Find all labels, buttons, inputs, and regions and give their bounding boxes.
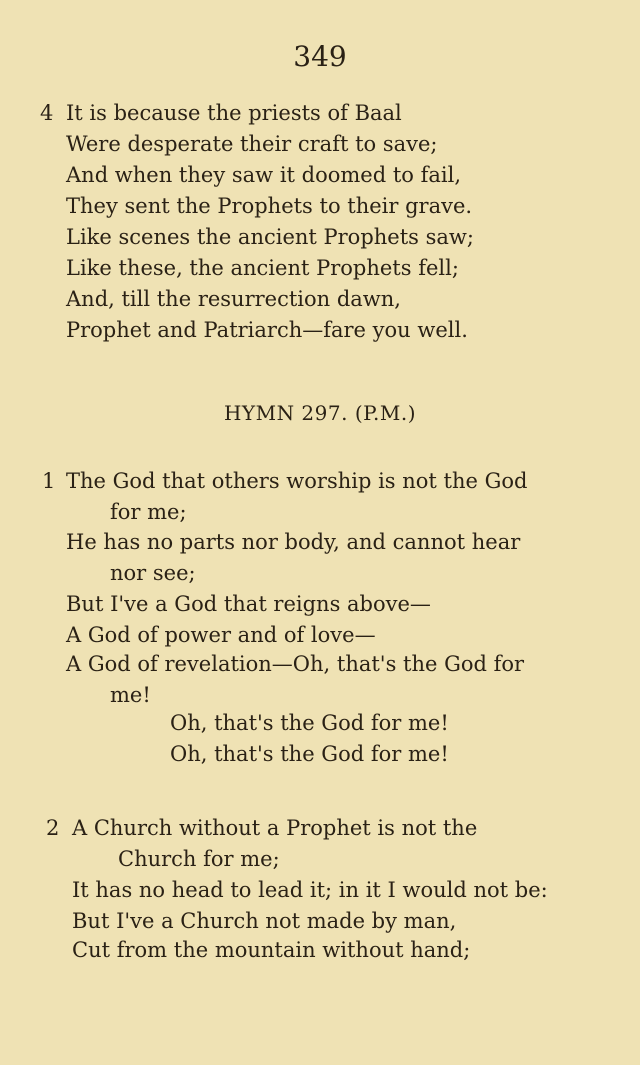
verse-line: The God that others worship is not the God bbox=[66, 469, 528, 493]
verse-line: But I've a Church not made by man, bbox=[72, 909, 457, 933]
verse-line: A God of revelation—Oh, that's the God for bbox=[66, 652, 525, 676]
verse-line: Church for me; bbox=[118, 847, 280, 871]
verse-number: 4 bbox=[40, 101, 54, 125]
verse-number: 2 bbox=[46, 816, 60, 840]
verse-line: It is because the priests of Baal bbox=[66, 101, 402, 125]
verse-line: me! bbox=[110, 683, 151, 707]
verse-line: It has no head to lead it; in it I would not be: bbox=[72, 878, 548, 902]
verse-line: Like these, the ancient Prophets fell; bbox=[66, 256, 459, 280]
verse-line: He has no parts nor body, and cannot hear bbox=[66, 530, 521, 554]
page-number: 349 bbox=[293, 40, 347, 73]
verse-line: Like scenes the ancient Prophets saw; bbox=[66, 225, 474, 249]
hymn-title: HYMN 297. (P.M.) bbox=[223, 401, 417, 425]
verse-line: And, till the resurrection dawn, bbox=[66, 287, 401, 311]
verse-line: Cut from the mountain without hand; bbox=[72, 938, 471, 962]
verse-line: A God of power and of love— bbox=[66, 623, 376, 647]
verse-line: for me; bbox=[110, 500, 187, 524]
chorus-line: Oh, that's the God for me! bbox=[170, 711, 449, 735]
chorus-line: Oh, that's the God for me! bbox=[170, 742, 449, 766]
verse-line: nor see; bbox=[110, 561, 196, 585]
verse-line: A Church without a Prophet is not the bbox=[72, 816, 478, 840]
verse-line: They sent the Prophets to their grave. bbox=[66, 194, 473, 218]
verse-line: And when they saw it doomed to fail, bbox=[66, 163, 461, 187]
verse-number: 1 bbox=[42, 469, 56, 493]
verse-line: Prophet and Patriarch—fare you well. bbox=[66, 318, 468, 342]
verse-line: But I've a God that reigns above— bbox=[66, 592, 431, 616]
verse-line: Were desperate their craft to save; bbox=[66, 132, 438, 156]
